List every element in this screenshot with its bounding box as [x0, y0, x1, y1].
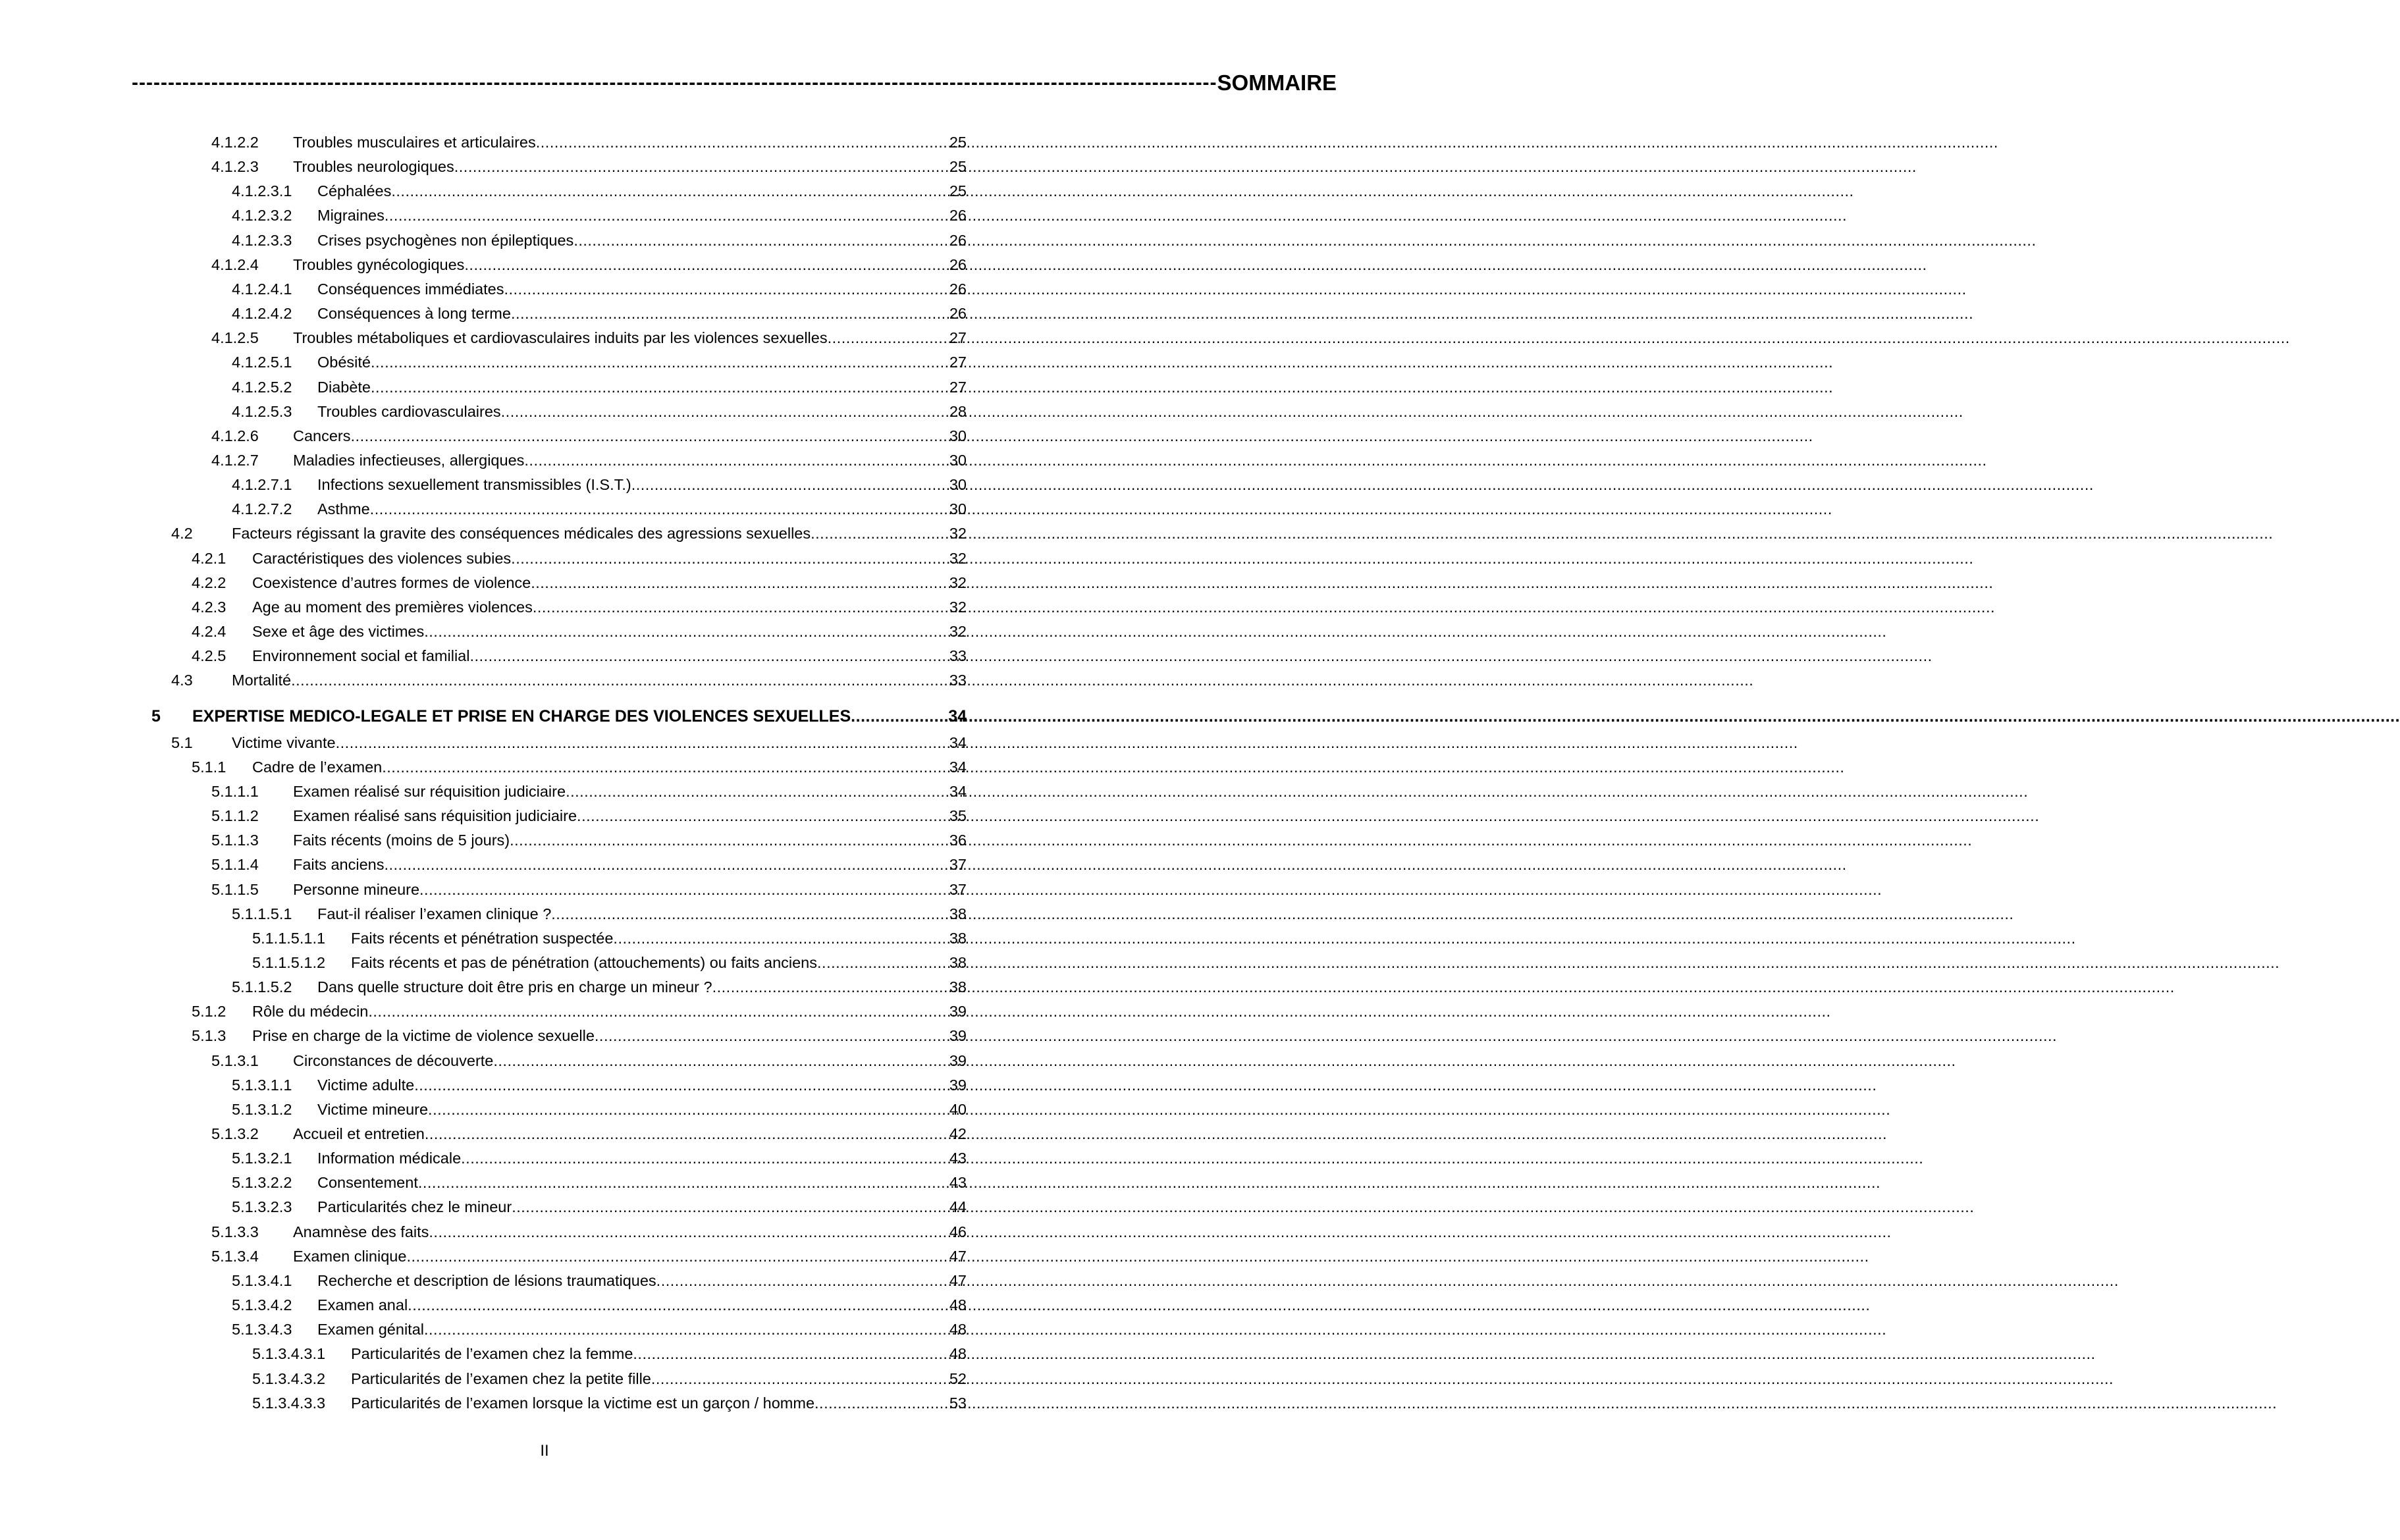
toc-entry[interactable]: [192, 571, 967, 595]
toc-leader-dots: [424, 620, 946, 643]
toc-entry-number: 4.1.2.4: [211, 255, 259, 273]
toc-leader-dots: [368, 999, 946, 1023]
toc-entry-title: Céphalées: [317, 182, 392, 200]
toc-entry-number: 4.2.1: [192, 549, 227, 567]
toc-leader-dots: [511, 302, 946, 325]
toc-entry-title: Mortalité: [232, 672, 292, 689]
toc-leader-dots: [524, 448, 945, 472]
toc-entry-number: 5.1.3: [192, 1027, 227, 1045]
toc-entry-title: Faits récents (moins de 5 jours): [293, 832, 510, 849]
toc-entry-number: 5.1.1.5.1.2: [252, 953, 326, 971]
toc-entry-number: 5.1.3.4.3.1: [252, 1345, 326, 1363]
toc-entry[interactable]: [211, 253, 967, 277]
toc-entry-title: Personne mineure: [293, 880, 420, 898]
toc-entry-title: Age au moment des premières violences: [252, 598, 533, 616]
toc-leader-dots: [493, 1049, 945, 1073]
toc-entry-page: 30: [949, 500, 967, 518]
toc-entry[interactable]: [232, 302, 967, 325]
toc-entry-page: 32: [949, 549, 967, 567]
toc-entry-number: 4.1.2.4.1: [232, 280, 292, 298]
toc-entry-title: Conséquences à long terme: [317, 305, 511, 323]
toc-entry-number: 5.1.3.4.3: [232, 1321, 292, 1339]
toc-entry[interactable]: [232, 375, 967, 399]
toc-leader-dots: [633, 1342, 945, 1366]
toc-leader-dots: [469, 644, 945, 668]
toc-entry-number: 5.1.1.1: [211, 782, 259, 800]
toc-entry-number: 5.1.1.5.1.1: [252, 929, 326, 947]
toc-entry-page: 27: [949, 354, 967, 371]
toc-entry-page: 37: [949, 880, 967, 898]
toc-entry-title: Examen réalisé sans réquisition judiciaire: [293, 807, 577, 825]
toc-entry-title: Examen anal: [317, 1296, 408, 1314]
toc-leader-dots: [613, 926, 945, 950]
toc-entry-page: 42: [949, 1125, 967, 1142]
toc-entry-number: 4.1.2.3.3: [232, 231, 292, 249]
toc-entry[interactable]: [232, 902, 967, 926]
toc-entry-number: 4.1.2.7.1: [232, 476, 292, 494]
header-title: SOMMAIRE: [1217, 70, 1337, 95]
toc-leader-dots: [382, 755, 946, 779]
toc-entry-page: 43: [949, 1150, 967, 1167]
toc-entry-number: 5.1.3.4.2: [232, 1296, 292, 1314]
toc-entry-number: 4.1.2.7: [211, 451, 259, 469]
toc-entry-number: 5.1.3.2.3: [232, 1198, 292, 1216]
toc-entry[interactable]: [232, 1073, 967, 1097]
toc-entry-page: 32: [949, 623, 967, 640]
toc-entry[interactable]: [232, 497, 967, 521]
toc-leader-dots: [371, 375, 946, 399]
toc-entry-page: 40: [949, 1100, 967, 1118]
toc-entry-number: 5.1.3.4.3.3: [252, 1394, 326, 1412]
toc-entry-page: 48: [949, 1321, 967, 1339]
toc-entry[interactable]: [192, 620, 967, 643]
toc-entry-title: Particularités de l’examen chez la femme: [351, 1345, 633, 1363]
toc-entry-page: 33: [949, 672, 967, 689]
toc-leader-dots: [511, 546, 946, 570]
toc-entry-page: 25: [949, 158, 967, 176]
toc-entry-title: Cadre de l’examen: [252, 758, 383, 776]
toc-entry[interactable]: [252, 951, 967, 974]
toc-entry-number: 5.1.1.2: [211, 807, 259, 825]
toc-entry[interactable]: [192, 1024, 967, 1048]
toc-entry-page: 27: [949, 329, 967, 347]
toc-leader-dots: [351, 424, 946, 448]
toc-leader-dots: [464, 253, 945, 277]
toc-entry[interactable]: [211, 326, 967, 350]
toc-entry-title: Diabète: [317, 378, 371, 396]
toc-entry[interactable]: [232, 1171, 967, 1194]
toc-entry[interactable]: [192, 644, 967, 668]
toc-entry-title: Migraines: [317, 207, 385, 225]
toc-entry-title: Coexistence d’autres formes de violence: [252, 573, 531, 591]
toc-leader-dots: [651, 1367, 946, 1391]
toc-entry[interactable]: [232, 1293, 967, 1317]
toc-entry[interactable]: [232, 473, 967, 496]
toc-leader-dots: [418, 1171, 946, 1194]
toc-leader-dots: [631, 473, 946, 496]
toc-entry[interactable]: [232, 1146, 967, 1170]
toc-entry-title: Particularités de l’examen chez la petite fille: [351, 1369, 651, 1387]
toc-leader-dots: [424, 1317, 946, 1341]
toc-entry-page: 32: [949, 525, 967, 543]
toc-entry-page: 36: [949, 832, 967, 849]
toc-entry-page: 38: [949, 953, 967, 971]
toc-entry[interactable]: [252, 1391, 967, 1415]
toc-leader-dots: [384, 853, 945, 876]
toc-entry-page: 34: [949, 758, 967, 776]
toc-leader-dots: [370, 497, 946, 521]
toc-leader-dots: [425, 1122, 946, 1146]
toc-entry-title: Troubles neurologiques: [293, 158, 454, 176]
toc-entry-title: Information médicale: [317, 1150, 462, 1167]
toc-entry[interactable]: [211, 1220, 967, 1244]
toc-entry[interactable]: [252, 926, 967, 950]
toc-entry-page: 44: [949, 1198, 967, 1216]
toc-entry-page: 47: [949, 1247, 967, 1265]
toc-entry-title: Environnement social et familial: [252, 647, 470, 665]
toc-entry[interactable]: [232, 277, 967, 301]
toc-entry-number: 4.1.2.5.3: [232, 402, 292, 420]
toc-entry[interactable]: [192, 595, 967, 619]
toc-entry-page: 38: [949, 978, 967, 996]
toc-entry[interactable]: [211, 878, 967, 901]
toc-entry-title: Troubles cardiovasculaires: [317, 402, 501, 420]
toc-entry-number: 5.1.3.2: [211, 1125, 259, 1142]
toc-leader-dots: [461, 1146, 946, 1170]
page-number: II: [540, 1442, 549, 1460]
toc-entry-number: 5.1.1.5.1: [232, 905, 292, 922]
toc-entry-title: Examen génital: [317, 1321, 424, 1339]
toc-entry-title: Troubles musculaires et articulaires: [293, 134, 536, 151]
toc-entry-number: 5.1.3.4: [211, 1247, 259, 1265]
toc-entry[interactable]: [252, 1342, 967, 1366]
toc-entry-number: 5: [151, 707, 161, 726]
toc-entry-title: Particularités chez le mineur: [317, 1198, 512, 1216]
toc-leader-dots: [385, 203, 946, 227]
toc-entry-number: 4.1.2.3.1: [232, 182, 292, 200]
toc-entry-page: 48: [949, 1345, 967, 1363]
toc-entry-page: 30: [949, 476, 967, 494]
toc-entry-page: 32: [949, 573, 967, 591]
toc-leader-dots: [828, 326, 946, 350]
toc-entry[interactable]: [211, 1049, 967, 1073]
toc-entry-title: Particularités de l’examen lorsque la victime est un garçon / homme: [351, 1394, 815, 1412]
toc-entry-title: Prise en charge de la victime de violence sexuelle: [252, 1027, 595, 1045]
toc-entry-page: 26: [949, 280, 967, 298]
toc-entry-number: 5.1.1.5.2: [232, 978, 292, 996]
toc-leader-dots: [419, 878, 946, 901]
toc-entry-title: Circonstances de découverte: [293, 1051, 494, 1069]
toc-entry-title: Crises psychogènes non épileptiques: [317, 231, 574, 249]
toc-leader-dots: [595, 1024, 946, 1048]
toc-leader-dots: [712, 975, 946, 999]
toc-entry-title: Cancers: [293, 427, 351, 444]
toc-entry-title: Troubles gynécologiques: [293, 255, 465, 273]
toc-entry[interactable]: [171, 521, 967, 545]
toc-entry-number: 4.2: [171, 525, 193, 543]
toc-entry-title: Maladies infectieuses, allergiques: [293, 451, 525, 469]
toc-entry-number: 4.1.2.5: [211, 329, 259, 347]
toc-entry-title: EXPERTISE MEDICO-LEGALE ET PRISE EN CHARGE DES VIOLENCES SEXUELLES: [192, 707, 851, 726]
toc-entry[interactable]: [211, 1244, 967, 1268]
toc-entry-number: 5.1.3.1.1: [232, 1076, 292, 1094]
toc-entry-number: 5.1: [171, 733, 193, 751]
toc-leader-dots: [501, 400, 946, 423]
toc-entry-number: 5.1.1.4: [211, 856, 259, 874]
toc-entry[interactable]: [171, 668, 967, 692]
toc-entry-page: 26: [949, 305, 967, 323]
toc-entry-title: Faits récents et pénétration suspectée: [351, 929, 614, 947]
toc-entry-number: 4.1.2.2: [211, 134, 259, 151]
toc-entry[interactable]: [192, 755, 967, 779]
toc-entry-number: 5.1.3.2.2: [232, 1174, 292, 1192]
toc-entry-page: 33: [949, 647, 967, 665]
toc-leader-dots: [371, 350, 946, 374]
toc-entry[interactable]: [232, 1195, 967, 1219]
toc-leader-dots: [512, 1195, 946, 1219]
toc-entry-page: 26: [949, 207, 967, 225]
toc-entry[interactable]: [232, 1269, 967, 1292]
toc-leader-dots: [577, 804, 946, 828]
toc-entry-title: Accueil et entretien: [293, 1125, 425, 1142]
toc-entry-page: 53: [949, 1394, 967, 1412]
toc-entry-title: Victime mineure: [317, 1100, 429, 1118]
toc-entry-page: 30: [949, 451, 967, 469]
toc-leader-dots: [391, 179, 946, 203]
toc-entry[interactable]: [211, 780, 967, 803]
toc-entry[interactable]: [232, 228, 967, 252]
toc-entry-page: 34: [948, 707, 967, 726]
toc-entry-number: 4.1.2.3.2: [232, 207, 292, 225]
toc-leader-dots: [406, 1244, 945, 1268]
toc-entry-number: 5.1.2: [192, 1003, 227, 1021]
toc-entry-title: Anamnèse des faits: [293, 1223, 429, 1240]
toc-entry[interactable]: [252, 1367, 967, 1391]
toc-entry-page: 39: [949, 1051, 967, 1069]
toc-leader-dots: [531, 571, 946, 595]
toc-entry[interactable]: [211, 448, 967, 472]
toc-entry-page: 28: [949, 402, 967, 420]
toc-entry-number: 5.1.3.3: [211, 1223, 259, 1240]
toc-leader-dots: [656, 1269, 946, 1292]
toc-entry-number: 4.2.4: [192, 623, 227, 640]
toc-entry[interactable]: [211, 828, 967, 852]
toc-entry-page: 43: [949, 1174, 967, 1192]
toc-entry-title: Dans quelle structure doit être pris en charge un mineur ?: [317, 978, 712, 996]
toc-entry-title: Asthme: [317, 500, 370, 518]
toc-entry[interactable]: [211, 853, 967, 876]
toc-leader-dots: [414, 1073, 946, 1097]
toc-entry-page: 46: [949, 1223, 967, 1240]
toc-entry-page: 27: [949, 378, 967, 396]
toc-entry-page: 25: [949, 182, 967, 200]
toc-entry[interactable]: [211, 155, 967, 178]
toc-leader-dots: [851, 704, 944, 728]
toc-entry-title: Examen réalisé sur réquisition judiciaire: [293, 782, 566, 800]
toc-leader-dots: [536, 130, 946, 154]
page-header: [132, 66, 1337, 95]
toc-leader-dots: [454, 155, 946, 178]
toc-entry-title: Victime vivante: [232, 733, 336, 751]
toc-entry-page: 39: [949, 1027, 967, 1045]
toc-entry-page: 39: [949, 1003, 967, 1021]
toc-entry-number: 4.1.2.5.2: [232, 378, 292, 396]
toc-entry-page: 26: [949, 255, 967, 273]
toc-entry-title: Consentement: [317, 1174, 418, 1192]
toc-entry-title: Rôle du médecin: [252, 1003, 369, 1021]
toc-entry-number: 5.1.3.2.1: [232, 1150, 292, 1167]
toc-entry-page: 35: [949, 807, 967, 825]
toc-entry-title: Obésité: [317, 354, 371, 371]
toc-entry[interactable]: [192, 546, 967, 570]
toc-entry[interactable]: [232, 350, 967, 374]
toc-entry-number: 4.1.2.7.2: [232, 500, 292, 518]
toc-entry-title: Faut-il réaliser l’examen clinique ?: [317, 905, 552, 922]
toc-entry-title: Examen clinique: [293, 1247, 407, 1265]
toc-entry[interactable]: [232, 1317, 967, 1341]
toc-entry-page: 26: [949, 231, 967, 249]
toc-entry[interactable]: [211, 804, 967, 828]
toc-entry[interactable]: [232, 400, 967, 423]
toc-entry[interactable]: [211, 1122, 967, 1146]
toc-entry[interactable]: [232, 1098, 967, 1121]
toc-entry-title: Recherche et description de lésions traumatiques: [317, 1271, 656, 1289]
toc-entry-title: Victime adulte: [317, 1076, 415, 1094]
toc-leader-dots: [429, 1220, 945, 1244]
toc-entry-page: 47: [949, 1271, 967, 1289]
toc-entry-page: 38: [949, 929, 967, 947]
toc-entry[interactable]: [171, 731, 967, 755]
toc-entry-title: Conséquences immédiates: [317, 280, 504, 298]
toc-entry-number: 5.1.3.4.1: [232, 1271, 292, 1289]
toc-entry-page: 34: [949, 782, 967, 800]
toc-leader-dots: [510, 828, 946, 852]
toc-entry-number: 5.1.1.3: [211, 832, 259, 849]
toc-leader-dots: [817, 951, 946, 974]
toc-entry[interactable]: [232, 975, 967, 999]
toc-entry[interactable]: [192, 999, 967, 1023]
toc-entry-page: 38: [949, 905, 967, 922]
toc-leader-dots: [428, 1098, 946, 1121]
toc-entry-number: 5.1.1: [192, 758, 227, 776]
toc-entry-page: 34: [949, 733, 967, 751]
toc-entry-title: Infections sexuellement transmissibles (I.S.T.): [317, 476, 631, 494]
toc-entry-number: 4.1.2.6: [211, 427, 259, 444]
toc-entry-title: Faits anciens: [293, 856, 385, 874]
toc-entry-title: Caractéristiques des violences subies: [252, 549, 512, 567]
toc-leader-dots: [533, 595, 946, 619]
toc-entry-number: 5.1.3.4.3.2: [252, 1369, 326, 1387]
toc-entry-number: 4.2.5: [192, 647, 227, 665]
toc-leader-dots: [811, 521, 946, 545]
toc-leader-dots: [814, 1391, 946, 1415]
toc-leader-dots: [408, 1293, 946, 1317]
toc-entry-page: 30: [949, 427, 967, 444]
toc-leader-dots: [551, 902, 946, 926]
toc-entry-number: 4.1.2.3: [211, 158, 259, 176]
toc-entry-page: 25: [949, 134, 967, 151]
toc-entry[interactable]: [232, 179, 967, 203]
toc-leader-dots: [291, 668, 946, 692]
toc-entry-number: 4.1.2.4.2: [232, 305, 292, 323]
toc-entry-number: 4.2.2: [192, 573, 227, 591]
toc-entry-page: 32: [949, 598, 967, 616]
toc-entry-number: 4.2.3: [192, 598, 227, 616]
toc-entry-page: 37: [949, 856, 967, 874]
toc-entry-title: Sexe et âge des victimes: [252, 623, 425, 640]
toc-entry-number: 4.1.2.5.1: [232, 354, 292, 371]
toc-entry-title: Faits récents et pas de pénétration (attouchements) ou faits anciens: [351, 953, 818, 971]
toc-entry-number: 5.1.3.1: [211, 1051, 259, 1069]
toc-entry-page: 48: [949, 1296, 967, 1314]
toc-entry-number: 5.1.1.5: [211, 880, 259, 898]
toc-leader-dots: [504, 277, 945, 301]
header-rule: [132, 71, 1217, 95]
toc-leader-dots: [336, 731, 946, 755]
toc-entry-page: 52: [949, 1369, 967, 1387]
toc-entry-title: Troubles métaboliques et cardiovasculaires induits par les violences sexuelles: [293, 329, 828, 347]
toc-entry[interactable]: [232, 203, 967, 227]
toc-entry-title: Facteurs régissant la gravite des conséquences médicales des agressions sexuelles: [232, 525, 811, 543]
toc-entry-number: 4.3: [171, 672, 193, 689]
toc-entry-page: 39: [949, 1076, 967, 1094]
toc-leader-dots: [573, 228, 946, 252]
toc-entry[interactable]: [211, 424, 967, 448]
toc-entry-number: 5.1.3.1.2: [232, 1100, 292, 1118]
toc-chapter-entry[interactable]: [151, 704, 967, 728]
toc-leader-dots: [566, 780, 946, 803]
toc-entry[interactable]: [211, 130, 967, 154]
